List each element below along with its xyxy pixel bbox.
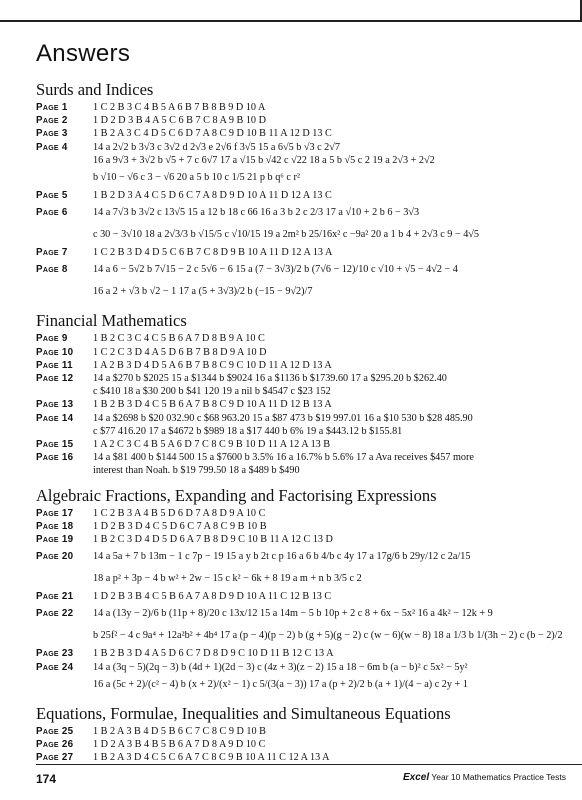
answer-text: c $77 416.20 17 a $4672 b $989 18 a $17 440 b 6% 19 a $443.12 b $155.81 [93,425,403,437]
answer-text: 1 B 2 A 3 B 4 D 5 B 6 C 7 C 8 C 9 D 10 B [93,725,266,737]
answer-line [36,590,566,603]
answer-line [36,114,566,127]
page-label: Page 3 [36,128,68,140]
answer-text: 1 B 2 C 3 D 4 D 5 D 6 A 7 B 8 D 9 C 10 B 11 A 12 C 13 D [93,534,333,546]
answer-text: b √10 − √6 c 3 − √6 20 a 5 b 10 c 1/5 21 p b q⁶ c r² [93,172,300,184]
answer-text: 1 B 2 D 3 A 4 C 5 D 6 C 7 A 8 D 9 D 10 A 11 D 12 A 13 C [93,190,332,202]
answer-text: 14 a 2√2 b 3√3 c 3√2 d 2√3 e 2√6 f 3√5 15 a 6√5 b √3 c 2√7 [93,141,340,153]
answer-text: 16 a 2 + √3 b √2 − 1 17 a (5 + 3√3)/2 b (−15 − 9√2)/7 [93,286,313,298]
page-label: Page 2 [36,115,68,127]
answer-line [36,425,566,438]
answer-text: 1 D 2 A 3 B 4 B 5 B 6 A 7 D 8 A 9 D 10 C [93,739,266,751]
answer-text: 1 B 2 B 3 D 4 A 5 D 6 C 7 D 8 D 9 C 10 D 11 B 12 C 13 A [93,648,334,660]
answer-line [36,398,566,411]
answer-sections [36,80,566,764]
answer-line [36,346,566,359]
answer-line [36,464,566,477]
answer-text: 1 C 2 C 3 D 4 A 5 D 6 B 7 B 8 D 9 A 10 D [93,346,267,358]
page-label: Page 6 [36,207,68,219]
page-label: Page 26 [36,739,74,751]
page-label: Page 13 [36,399,74,411]
answer-text: 1 B 2 A 3 D 4 C 5 C 6 A 7 C 8 C 9 B 10 A 11 C 12 A 13 A [93,752,330,764]
answer-text: 14 a 5a + 7 b 13m − 1 c 7p − 19 15 a y b 2t c p 16 a 6 b 4/b c 4y 17 a 17g/6 b 29y/12 c 2a/15 [93,551,471,563]
page-label: Page 10 [36,346,74,358]
answer-text: 1 A 2 C 3 C 4 B 5 A 6 D 7 C 8 C 9 B 10 D 11 A 12 A 13 B [93,439,331,451]
answer-line [36,372,566,385]
page-label: Page 4 [36,141,68,153]
page-number: 174 [36,772,57,786]
answer-line [36,259,566,281]
answer-line [36,546,566,568]
answer-text: 14 a $270 b $2025 15 a $1344 b $9024 16 a $1136 b $1739.60 17 a $295.20 b $262.40 [93,373,447,385]
page-label: Page 5 [36,190,68,202]
answer-text: 14 a $2698 b $20 032.90 c $68 963.20 15 a $87 473 b $19 997.01 16 a $10 530 b $28 485.90 [93,412,473,424]
answer-line [36,520,566,533]
answer-line [36,661,566,674]
book-title [403,772,566,783]
section-heading: Financial Mathematics [36,311,187,331]
answer-line [36,738,566,751]
answer-line [36,141,566,154]
page-label: Page 14 [36,412,74,424]
answer-text: interest than Noah. b $19 799.50 18 a $489 b $490 [93,465,300,477]
answer-text: b 25f² − 4 c 9a⁴ + 12a²b² + 4b⁴ 17 a (p − 4)(p − 2) b (g + 5)(g − 2) c (w − 6)(w − 8) 18 a 1/3 b 1/(3h − 2) c (b − 2)/2 [93,630,563,642]
book-title-brand: Excel [402,772,430,783]
answer-line [36,385,566,398]
answer-text: 14 a (13y − 2)/6 b (11p + 8)/20 c 13x/12 15 a 14m − 5 b 10p + 2 c 8 + 6x − 5x² 16 a 4k² − 12k + 9 [93,608,493,620]
answer-line [36,189,566,202]
page-footer [0,764,582,800]
answer-line [36,202,566,224]
section-heading: Surds and Indices [36,80,154,99]
top-border [0,0,582,22]
answer-text: 14 a 7√3 b 3√2 c 13√5 15 a 12 b 18 c 66 16 a 3 b 2 c 2/3 17 a √10 + 2 b 6 − 3√3 [93,207,420,219]
answer-line [36,246,566,259]
page-label: Page 17 [36,507,74,519]
answer-line [36,451,566,464]
answer-text: 18 a p² + 3p − 4 b w² + 2w − 15 c k² − 6k + 8 19 a m + n b 3/5 c 2 [93,573,362,585]
answer-line [36,751,566,764]
answer-text: 14 a 6 − 5√2 b 7√15 − 2 c 5√6 − 6 15 a (7 − 3√3)/2 b (7√6 − 12)/10 c √10 + √5 − 4√2 − 4 [93,264,458,276]
page-label: Page 15 [36,439,74,451]
page-label: Page 23 [36,648,74,660]
answer-line [36,154,566,167]
page-label: Page 9 [36,333,68,345]
page-label: Page 7 [36,247,68,259]
answer-text: 16 a (5c + 2)/(c² − 4) b (x + 2)/(x² − 1) c 5/(3(a − 3)) 17 a (p + 2)/2 b (a + 1)/(4 − a) c 2y + 1 [93,678,468,690]
page-label: Page 21 [36,591,74,603]
page-label: Page 24 [36,661,74,673]
answer-line [36,725,566,738]
section-heading: Algebraic Fractions, Expanding and Factorising Expressions [36,485,437,505]
answer-text: 14 a (3q − 5)(2q − 3) b (4d + 1)(2d − 3) c (4z + 3)(z − 2) 15 a 18 − 6m b (a − b)² c 5x² − 5y² [93,661,468,673]
answer-line [36,167,566,189]
answer-text: 1 B 2 B 3 D 4 C 5 B 6 A 7 B 8 C 9 D 10 A 11 D 12 B 13 A [93,399,332,411]
answer-line [36,625,566,647]
answer-text: 1 B 2 C 3 C 4 C 5 B 6 A 7 D 8 B 9 A 10 C [93,333,265,345]
answer-line [36,438,566,451]
page-title: Answers [36,40,131,67]
page-label: Page 8 [36,264,68,276]
answer-line [36,507,566,520]
answer-text: 1 C 2 B 3 A 4 B 5 D 6 D 7 A 8 D 9 A 10 C [93,507,266,519]
answer-text: 16 a 9√3 + 3√2 b √5 + 7 c 6√7 17 a √15 b √42 c √22 18 a 5 b √5 c 2 19 a 2√3 + 2√2 [93,154,435,166]
answer-text: 1 D 2 B 3 B 4 C 5 B 6 A 7 A 8 D 9 D 10 A 11 C 12 B 13 C [93,591,332,603]
page-label: Page 1 [36,102,68,113]
page-label: Page 16 [36,452,74,464]
answer-line [36,127,566,140]
answer-line [36,281,566,303]
answer-text: 1 B 2 A 3 C 4 D 5 C 6 D 7 A 8 C 9 D 10 B 11 A 12 D 13 C [93,128,332,140]
answer-line [36,647,566,660]
answer-text: 1 D 2 D 3 B 4 A 5 C 6 B 7 C 8 A 9 B 10 D [93,115,266,127]
page-label: Page 25 [36,725,74,737]
answer-line [36,332,566,345]
section-heading: Equations, Formulae, Inequalities and Simultaneous Equations [36,703,451,723]
book-title-text: Year 10 Mathematics Practice Tests [431,772,566,782]
answer-line [36,101,566,114]
answers-content [36,40,566,764]
page-label: Page 12 [36,373,74,385]
answer-text: 1 D 2 B 3 D 4 C 5 D 6 C 7 A 8 C 9 B 10 B [93,520,267,532]
page-label: Page 27 [36,752,74,764]
page-label: Page 18 [36,520,74,532]
page-label: Page 11 [36,359,73,371]
answer-line [36,533,566,546]
page-label: Page 19 [36,534,74,546]
answer-text: 1 A 2 B 3 D 4 D 5 A 6 B 7 B 8 C 9 C 10 D 11 A 12 D 13 A [93,359,332,371]
answer-line [36,603,566,625]
page-label: Page 20 [36,551,74,563]
page-label: Page 22 [36,608,74,620]
answer-text: c $410 18 a $30 200 b $41 120 19 a nil b $4547 c $23 152 [93,386,331,398]
answer-line [36,224,566,246]
answer-line [36,412,566,425]
answer-line [36,359,566,372]
answer-line [36,674,566,696]
footer-rule [36,764,582,765]
answer-text: c 30 − 3√10 18 a 2√3/3 b √15/5 c √10/15 19 a 2m² b 25/16x² c −9a² 20 a 1 b 4 + 2√3 c 9 − 4√5 [93,229,479,241]
answer-text: 1 C 2 B 3 C 4 B 5 A 6 B 7 B 8 B 9 D 10 A [93,102,266,113]
answer-text: 1 C 2 B 3 D 4 D 5 C 6 B 7 C 8 D 9 B 10 A 11 D 12 A 13 A [93,247,333,259]
answer-line [36,568,566,590]
answer-text: 14 a $81 400 b $144 500 15 a $7600 b 3.5% 16 a 16.7% b 5.6% 17 a Ava receives $457 more [93,452,474,464]
